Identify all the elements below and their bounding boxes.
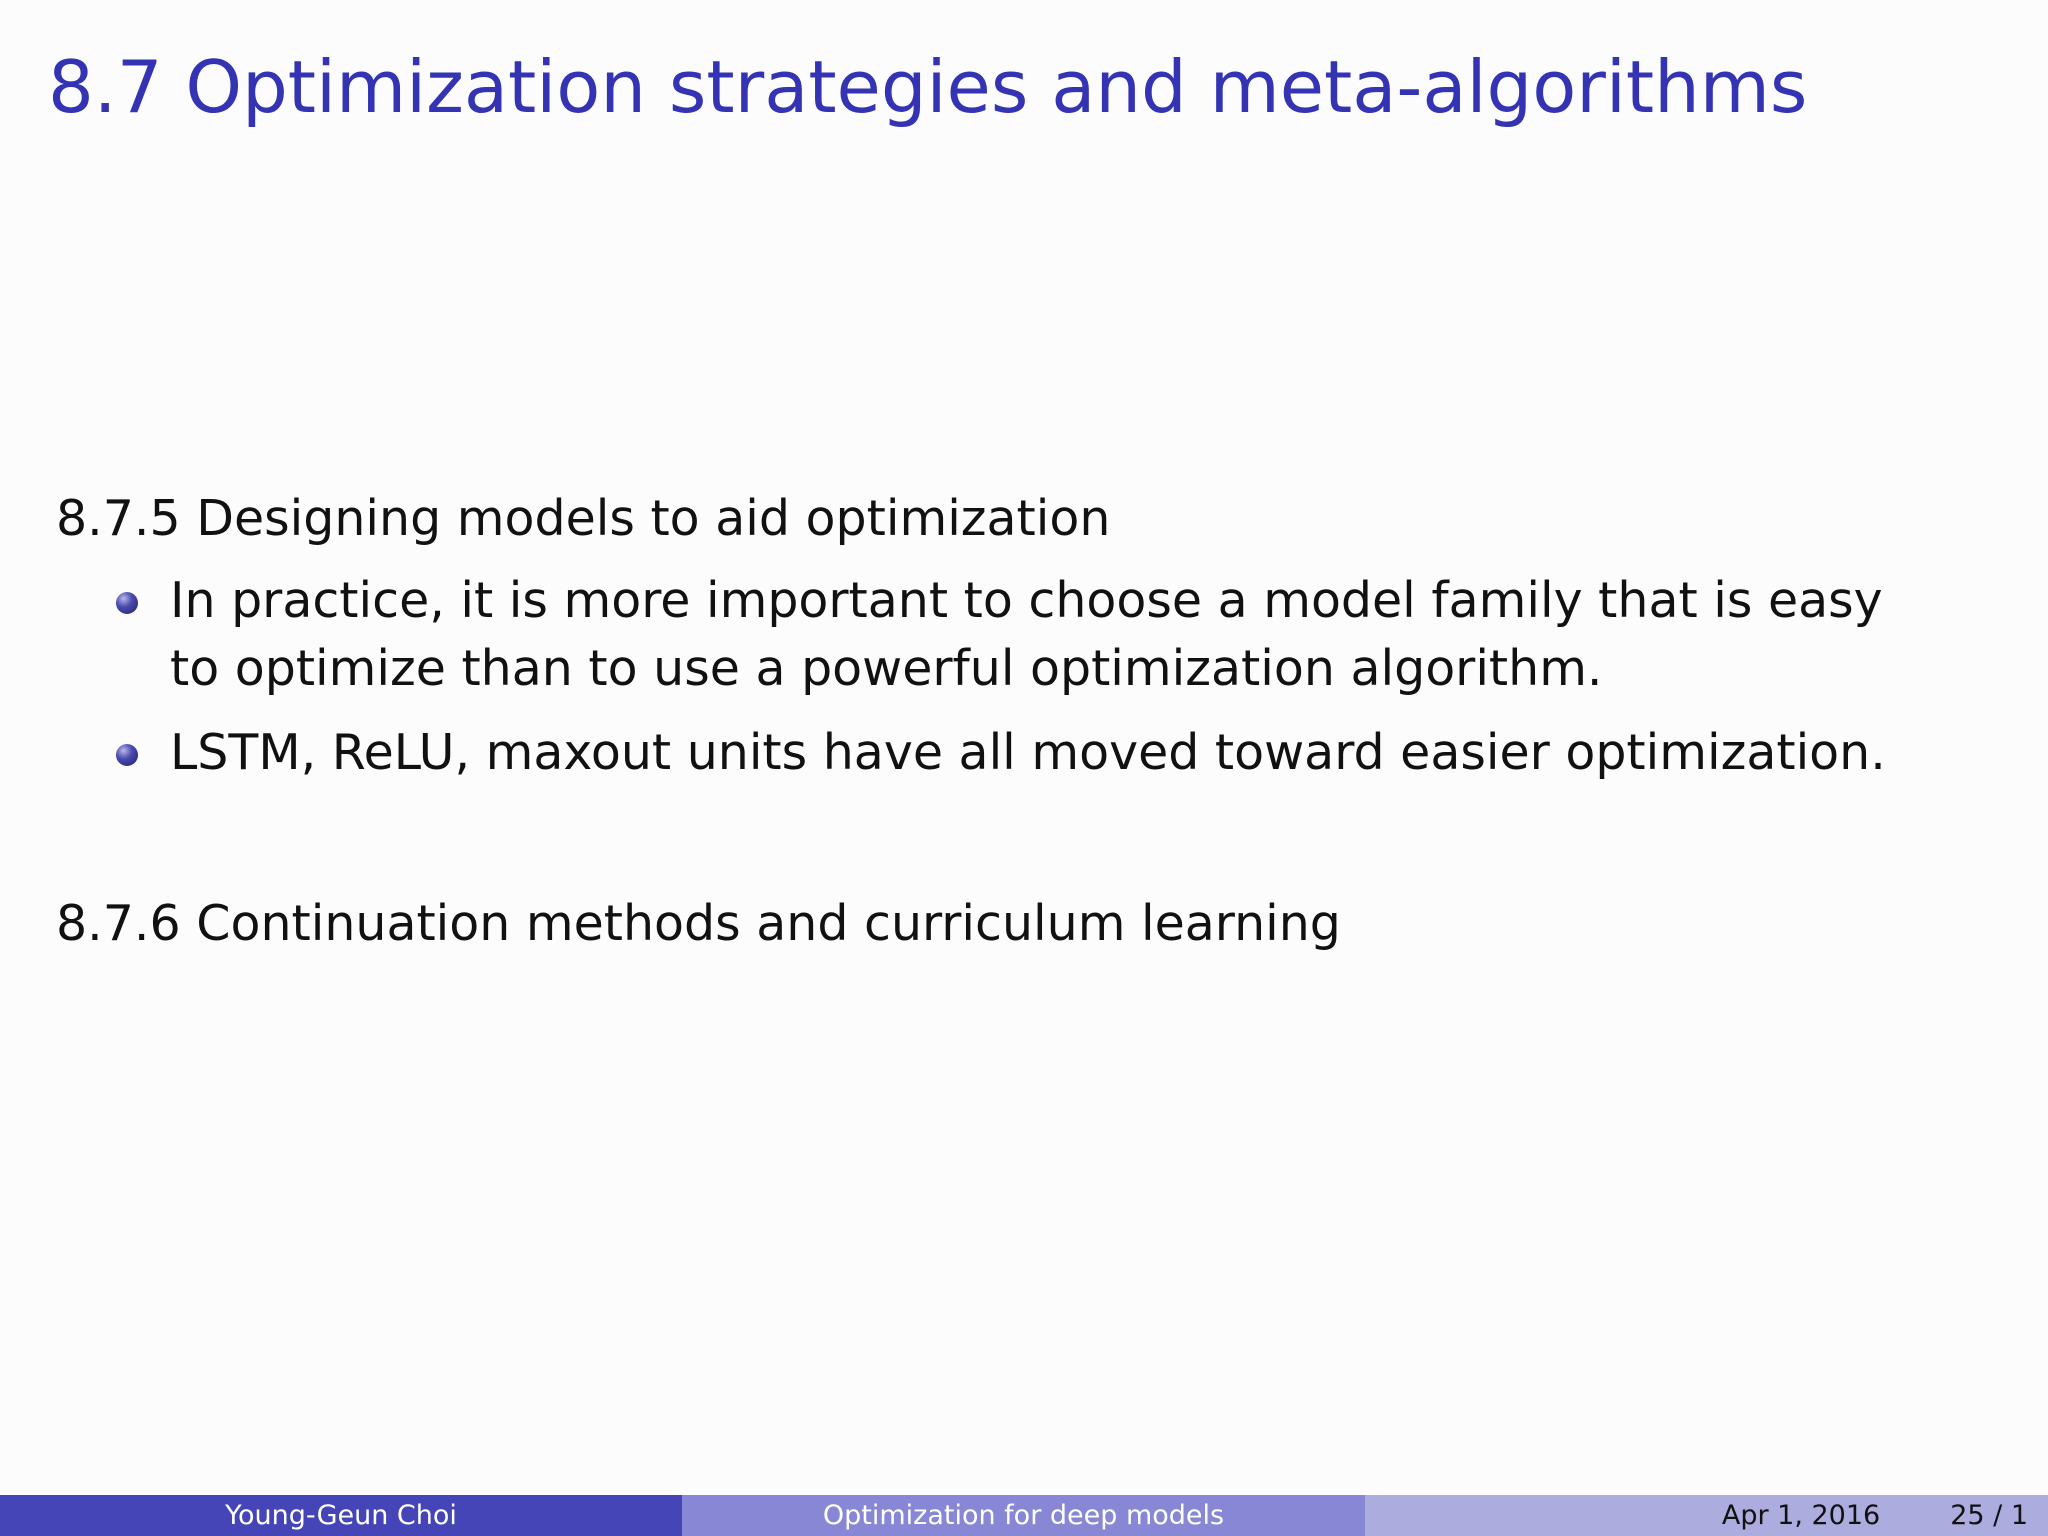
section-continuation-methods [56, 895, 1341, 954]
footer-title-text: Optimization for deep models [822, 1500, 1225, 1531]
bullet-ball-icon [116, 744, 138, 766]
section-heading: 8.7.6 Continuation methods and curriculum learning [56, 895, 1341, 952]
footer-date-page [1365, 1495, 2048, 1536]
footer-author-text: Young-Geun Choi [225, 1500, 457, 1531]
bullet-item [56, 567, 1916, 703]
slide-title: 8.7 Optimization strategies and meta-algorithms [48, 45, 1808, 129]
footer-presentation-title [682, 1495, 1365, 1536]
footer-bar [0, 1495, 2048, 1536]
bullet-text: In practice, it is more important to choose a model family that is easy to optimize than to use a powerful optimization algorithm. [170, 571, 1883, 697]
footer-author [0, 1495, 682, 1536]
bullet-text: LSTM, ReLU, maxout units have all moved toward easier optimization. [170, 723, 1886, 781]
footer-date: Apr 1, 2016 [1721, 1500, 1881, 1531]
section-designing-models [56, 490, 1916, 787]
section-heading: 8.7.5 Designing models to aid optimization [56, 490, 1111, 547]
bullet-list [56, 567, 1916, 787]
bullet-ball-icon [116, 592, 138, 614]
bullet-item [56, 719, 1916, 787]
footer-page-number: 25 / 1 [1950, 1500, 2028, 1531]
